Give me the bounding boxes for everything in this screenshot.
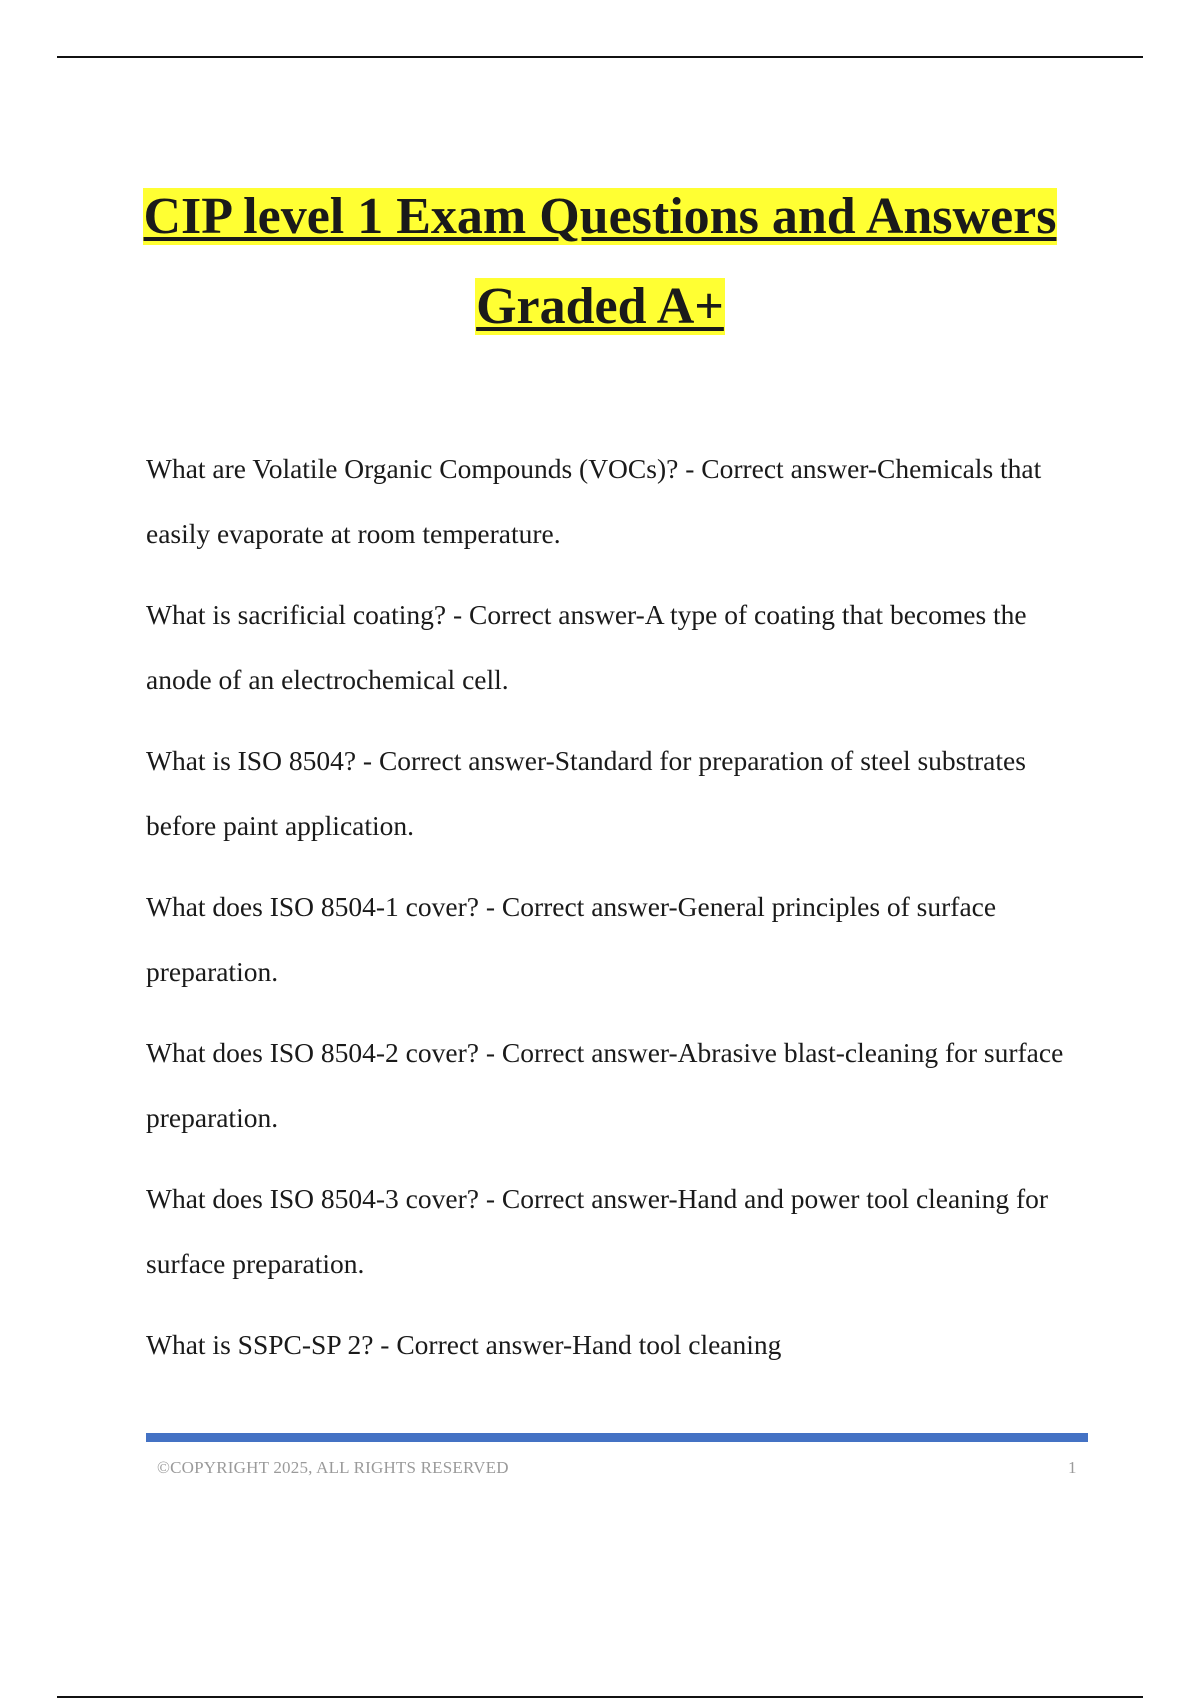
qa-list bbox=[146, 436, 1096, 1393]
title-line-2: Graded A+ bbox=[476, 278, 724, 335]
qa-item: What are Volatile Organic Compounds (VOCs)? - Correct answer-Chemicals that easily evaporate at room temperature. bbox=[146, 453, 1042, 549]
footer-divider bbox=[146, 1433, 1088, 1442]
qa-item: What does ISO 8504-1 cover? - Correct answer-General principles of surface preparation. bbox=[146, 891, 997, 987]
top-rule bbox=[57, 56, 1143, 58]
qa-item: What does ISO 8504-2 cover? - Correct answer-Abrasive blast-cleaning for surface preparation. bbox=[146, 1037, 1064, 1133]
qa-item: What does ISO 8504-3 cover? - Correct answer-Hand and power tool cleaning for surface preparation. bbox=[146, 1183, 1049, 1279]
qa-item: What is ISO 8504? - Correct answer-Standard for preparation of steel substrates before paint application. bbox=[146, 745, 1026, 841]
bottom-rule bbox=[57, 1696, 1143, 1698]
copyright-text: ©COPYRIGHT 2025, ALL RIGHTS RESERVED bbox=[157, 1458, 509, 1477]
document-title bbox=[0, 172, 1200, 352]
qa-item: What is sacrificial coating? - Correct answer-A type of coating that becomes the anode of an electrochemical cell. bbox=[146, 599, 1027, 695]
qa-item: What is SSPC-SP 2? - Correct answer-Hand tool cleaning bbox=[146, 1329, 782, 1360]
title-line-1: CIP level 1 Exam Questions and Answers bbox=[143, 188, 1057, 245]
page-number: 1 bbox=[1068, 1458, 1077, 1477]
